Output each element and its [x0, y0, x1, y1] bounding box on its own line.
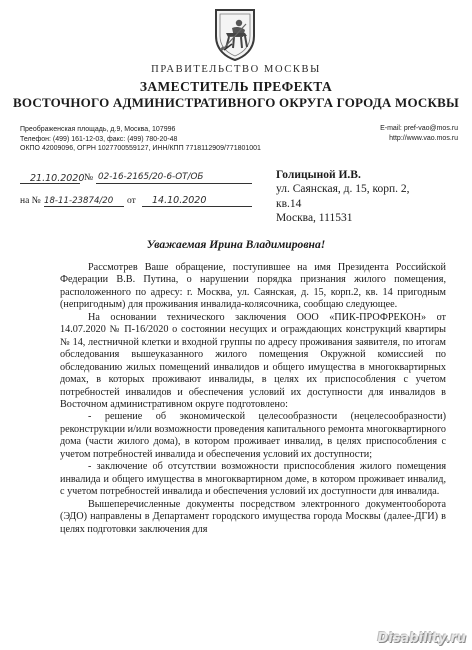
- district-title: ВОСТОЧНОГО АДМИНИСТРАТИВНОГО ОКРУГА ГОРОДА МОСКВЫ: [13, 95, 459, 110]
- incoming-number-line: [44, 206, 124, 207]
- incoming-date-line: [142, 206, 252, 207]
- phone-fax: Телефон: (499) 161-12-03, факс: (499) 780-20-48: [20, 135, 178, 143]
- incoming-date: 14.10.2020: [152, 195, 207, 206]
- paragraph: - решение об экономической целесообразности (нецелесообразности) реконструкции и/или возможности проведения капитального ремонта многоквартирного дома (части жилого дома), в котором проживает инвалид, в целях приспособления с учетом потребностей инвалида и обеспечения условий их доступности;: [60, 411, 446, 460]
- email-link[interactable]: E-mail: pref-vao@mos.ru: [380, 125, 458, 132]
- addressee-apartment: кв.14: [276, 197, 302, 210]
- addressee-city: Москва, 111531: [276, 212, 353, 225]
- paragraph: Вышеперечисленные документы посредством электронного документооборота (ЭДО) направлены в Департамент городского имущества города Москвы (далее-ДГИ) в целях подготовки заключения для: [60, 498, 446, 535]
- website-link[interactable]: http://www.vao.mos.ru: [389, 134, 458, 142]
- registry-codes: ОКПО 42009096, ОГРН 1027700559127, ИНН/КПП 7718112909/771801001: [20, 145, 261, 153]
- paragraph: На основании технического заключения ООО «ПИК-ПРОФРЕКОН» от 14.07.2020 № П-16/2020 о состоянии несущих и ограждающих конструкций квартиры № 14, лестничной клетки и входной группы по адресу проживания заявителя, по итогам обследования вышеуказанного жилого помещения Окружной комиссией по обследованию жилых помещений инвалидов и общего имущества в многоквартирных домах, в которых проживают инвалиды, в целях их приспособления с учетом потребностей инвалидов и обеспечения условий их доступности для инвалидов в Восточном административном округе подготовлено:: [60, 311, 446, 410]
- from-label: от: [127, 196, 136, 206]
- salutation: Уважаемая Ирина Владимировна!: [146, 238, 326, 251]
- reference-label: на №: [20, 196, 41, 206]
- addressee-block: [276, 168, 466, 226]
- number-symbol: №: [84, 173, 94, 183]
- outgoing-date: 21.10.2020: [30, 173, 85, 184]
- incoming-number: 18-11-23874/20: [44, 196, 114, 206]
- paragraph: Рассмотрев Ваше обращение, поступившее на имя Президента Российской Федерации В.В. Путина, о нарушении порядка признания жилого помещения, расположенного по адресу: г. Москва, ул. Саянская, д. 15, корп.2, кв. 14 пригодным (непригодным) для проживания инвалида-колясочника, сообщаю следующее.: [60, 262, 446, 311]
- addressee-street: ул. Саянская, д. 15, корп. 2,: [276, 183, 410, 196]
- moscow-coat-of-arms-icon: [212, 6, 258, 62]
- contact-block: [20, 125, 340, 154]
- site-watermark: Disability.ru: [377, 631, 466, 646]
- letter-body: [60, 262, 446, 536]
- office-address: Преображенская площадь, д.9, Москва, 107996: [20, 126, 176, 133]
- outgoing-number: 02-16-2165/20-6-ОТ/ОБ: [98, 172, 204, 182]
- number-field-line: [96, 183, 252, 184]
- paragraph: - заключение об отсутствии возможности приспособления жилого помещения инвалида и общего имущества в многоквартирном доме, в котором проживает инвалид, с учетом потребностей инвалида и обеспечения условий их доступности для инвалида.: [60, 461, 446, 498]
- addressee-name: Голицыной И.В.: [276, 169, 361, 181]
- online-contacts: [328, 124, 458, 143]
- government-title: ПРАВИТЕЛЬСТВО МОСКВЫ: [151, 64, 321, 75]
- deputy-prefect-title: ЗАМЕСТИТЕЛЬ ПРЕФЕКТА: [139, 79, 333, 94]
